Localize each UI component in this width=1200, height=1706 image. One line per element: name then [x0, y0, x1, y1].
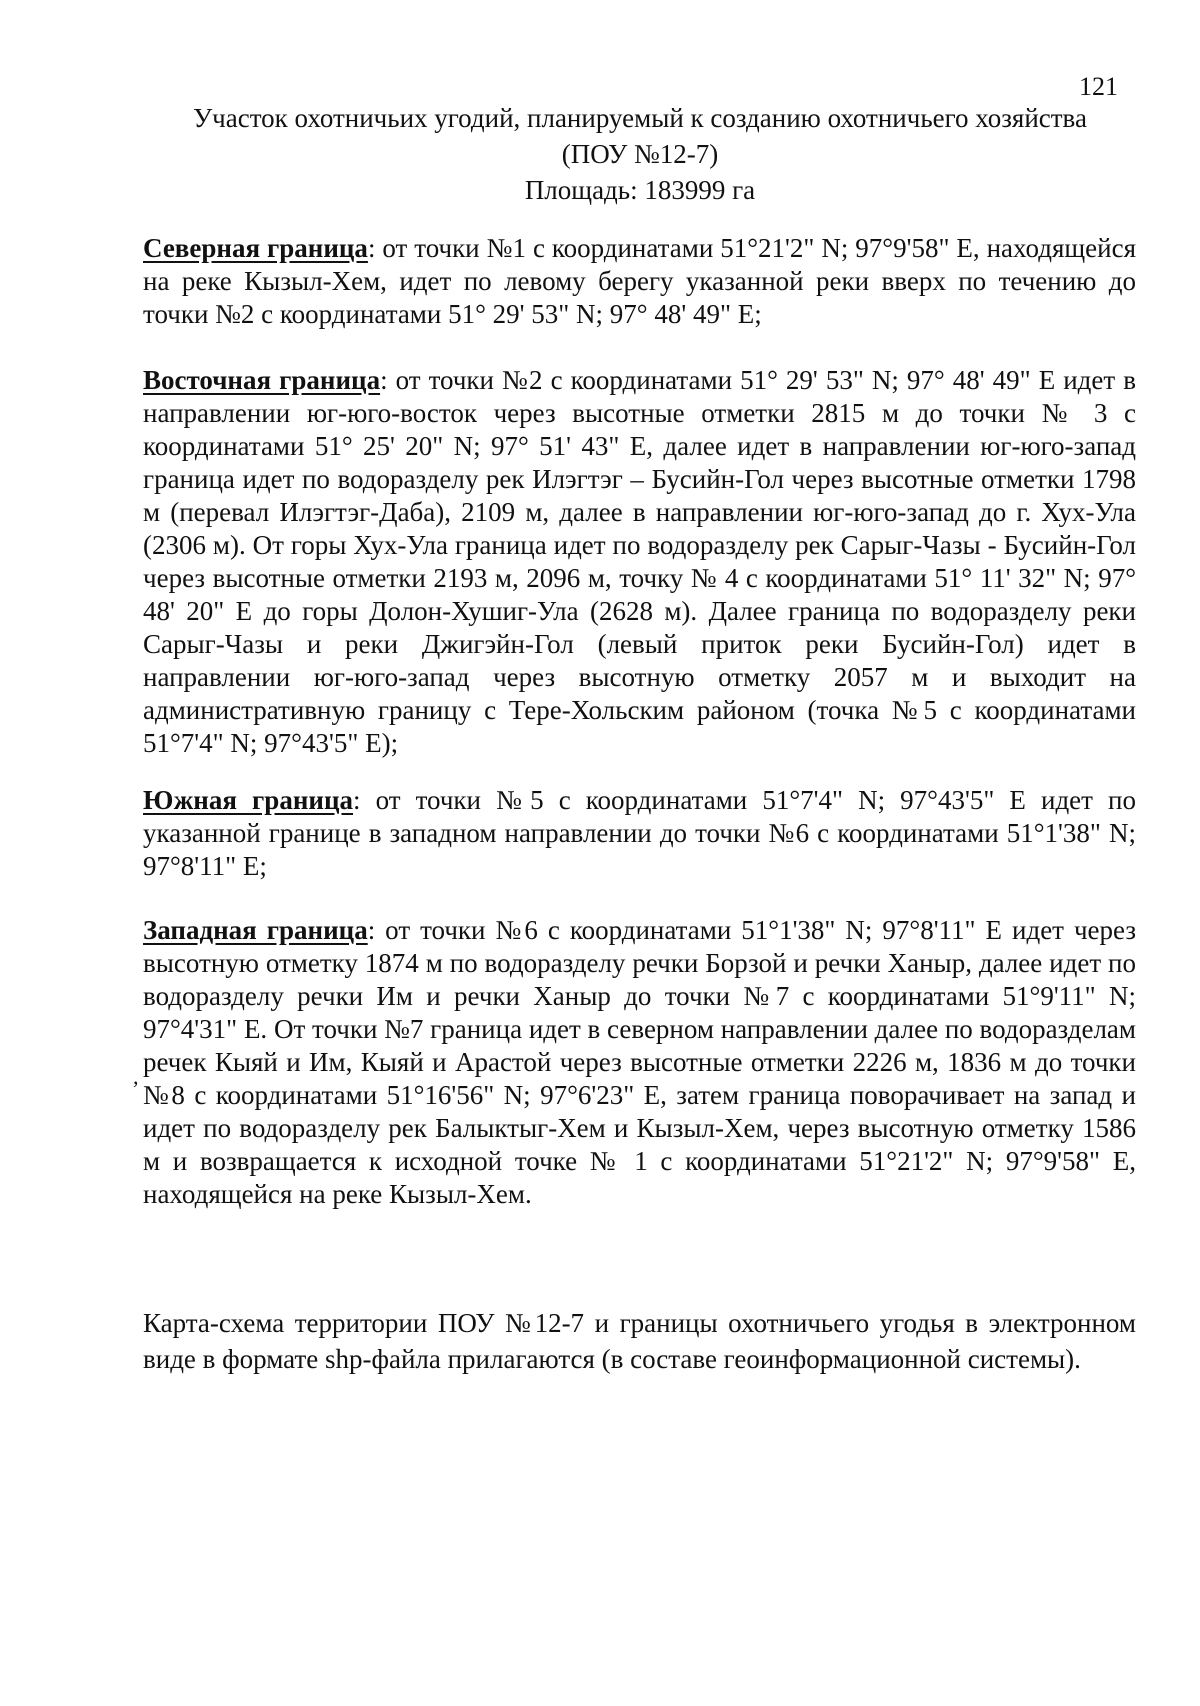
north-boundary-paragraph [143, 232, 1136, 331]
south-boundary-label: Южная граница [143, 785, 353, 815]
south-boundary-text: : от точки №5 с координатами 51°7'4" N; 97°43'5" E идет по указанной границе в западном направлении до точки №6 с координатами 51°1'38" N; 97°8'11" E; [143, 785, 1136, 881]
west-boundary-text: : от точки №6 с координатами 51°1'38" N; 97°8'11" E идет через высотную отметку 1874 м по водоразделу речки Борзой и речки Ханыр, далее идет по водоразделу речки Им и речки Ханыр до точки №7 с координатами 51°9'11" N; 97°4'31" E. От точки №7 граница идет в северном направлении далее по водоразделам речек Кыяй и Им, Кыяй и Арастой через высотные отметки 2226 м, 1836 м до точки №8 с координатами 51°16'56" N; 97°6'23" E, затем граница поворачивает на запад и идет по водоразделу рек Балыктыг-Хем и Кызыл-Хем, через высотную отметку 1586 м и возвращается к исходной точке № 1 с координатами 51°21'2" N; 97°9'58" E, находящейся на реке Кызыл-Хем. [143, 915, 1136, 1209]
header-code: (ПОУ №12-7) [561, 139, 719, 169]
page-number: 121 [1079, 72, 1118, 101]
west-boundary-label: Западная граница [143, 915, 368, 945]
document-header [140, 100, 1140, 208]
east-boundary-paragraph [143, 364, 1136, 760]
east-boundary-text: : от точки №2 с координатами 51° 29' 53" N; 97° 48' 49" E идет в направлении юг-юго-восток через высотные отметки 2815 м до точки № 3 с координатами 51° 25' 20" N; 97° 51' 43" E, далее идет в направлении юг-юго-запад граница идет по водоразделу рек Илэгтэг – Бусийн-Гол через высотные отметки 1798 м (перевал Илэгтэг-Даба), 2109 м, далее в направлении юг-юго-запад до г. Хух-Ула (2306 м). От горы Хух-Ула граница идет по водоразделу рек Сарыг-Чазы - Бусийн-Гол через высотные отметки 2193 м, 2096 м, точку № 4 с координатами 51° 11' 32" N; 97° 48' 20" E до горы Долон-Хушиг-Ула (2628 м). Далее граница по водоразделу реки Сарыг-Чазы и реки Джигэйн-Гол (левый приток реки Бусийн-Гол) идет в направлении юг-юго-запад через высотную отметку 2057 м и выходит на административную границу с Тере-Хольским районом (точка №5 с координатами 51°7'4" N; 97°43'5" E); [143, 365, 1136, 758]
north-boundary-text: : от точки №1 с координатами 51°21'2" N; 97°9'58" E, находящейся на реке Кызыл-Хем, идет по левому берегу указанной реки вверх по течению до точки №2 с координатами 51° 29' 53" N; 97° 48' 49" E; [143, 233, 1136, 329]
header-title: Участок охотничьих угодий, планируемый к созданию охотничьего хозяйства [193, 103, 1087, 133]
map-note-paragraph: Карта-схема территории ПОУ №12-7 и границы охотничьего угодья в электронном виде в формате shp-файла прилагаются (в составе геоинформационной системы). [143, 1308, 1136, 1374]
west-boundary-paragraph [143, 914, 1136, 1211]
margin-mark: , [133, 1064, 139, 1089]
header-area: Площадь: 183999 га [524, 175, 756, 205]
north-boundary-label: Северная граница [143, 233, 368, 263]
south-boundary-paragraph [143, 784, 1136, 883]
east-boundary-label: Восточная граница [143, 365, 381, 395]
